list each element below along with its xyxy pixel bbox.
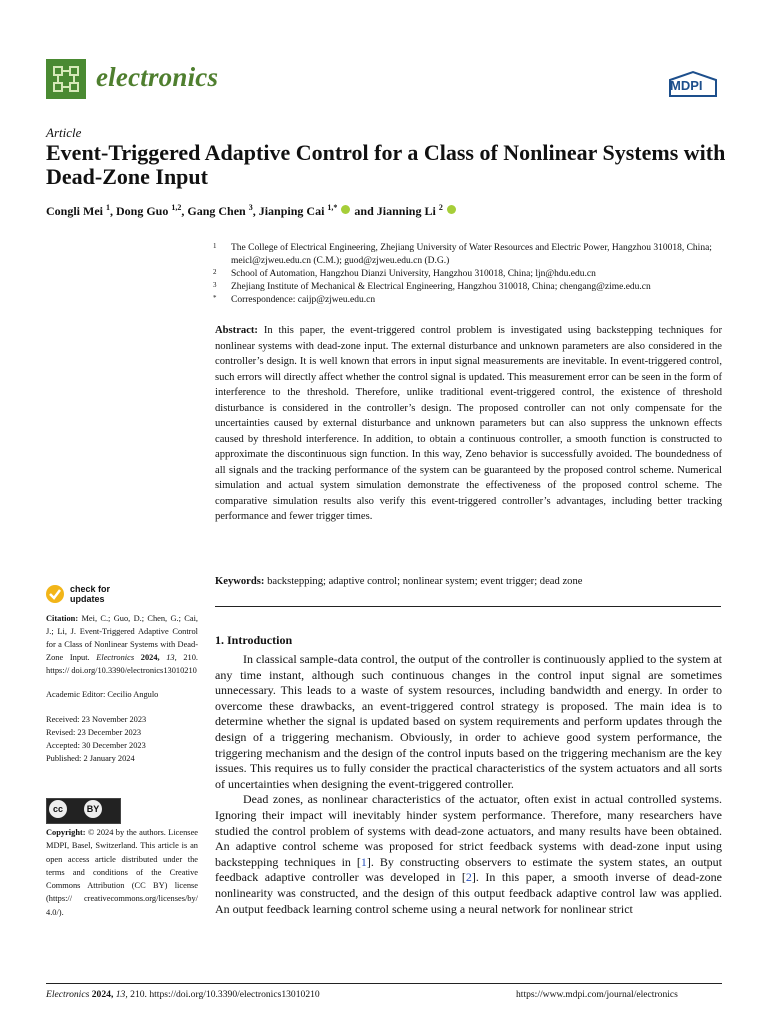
- received-date: Received: 23 November 2023: [46, 714, 147, 724]
- author-name: Jianning Li: [376, 204, 436, 218]
- abstract-text: In this paper, the event-triggered control problem is investigated using backstepping techniques for nonlinear systems with dead-zone input. The external disturbance and unknown parameters are also considered in the controller’s design. It is well known that errors in input signal measurements are inevitable. In event-triggered control, such errors will directly affect whether the control signal is updated. This measurement error can be seen in the form of interference to the threshold. Therefore, unlike traditional event-triggered control, the existence of threshold disturbance is considered in the controller’s design. The proposed controller can not only compensate for the uncertainties caused by external disturbance and unknown parameters but can also suppress the unknown effects caused by threshold interference. In addition, to obtain a continuous controller, a smooth function is constructed to approximate the discontinuous sign function. In this way, Zeno behavior is successfully avoided. The boundedness of all signals and the tracking performance of the system can be guaranteed by the proposed control scheme. Numerical simulation and actual system simulation demonstrate the effectiveness of the proposed control scheme. The comparative simulation results also verify this event-triggered controller’s advantages, including better tracking performance and fewer trigger times.: [215, 325, 722, 522]
- author-name: Gang Chen: [187, 204, 246, 218]
- keywords-label: Keywords:: [215, 576, 265, 587]
- author-name: Jianping Cai: [258, 204, 325, 218]
- copyright-label: Copyright:: [46, 828, 86, 837]
- footer-year: 2024,: [91, 989, 114, 1000]
- paragraph: [215, 792, 722, 917]
- citation-link[interactable]: 1: [360, 854, 367, 869]
- citation-journal: Electronics: [96, 653, 135, 663]
- keywords: [215, 574, 722, 589]
- orcid-icon[interactable]: [341, 205, 350, 214]
- introduction-body: [215, 652, 722, 917]
- affiliation-mark: 1: [213, 242, 217, 250]
- author-name: Dong Guo: [116, 204, 169, 218]
- citation-label: Citation:: [46, 614, 79, 623]
- affiliations: [213, 242, 733, 307]
- affiliation-mark: 3: [213, 281, 217, 289]
- copyright-notice: [46, 826, 198, 919]
- accepted-date: Accepted: 30 December 2023: [46, 740, 146, 750]
- author-affiliation-mark: 1,*: [327, 203, 338, 212]
- affiliation-text: School of Automation, Hangzhou Dianzi University, Hangzhou 310018, China; ljn@hdu.edu.cn: [231, 269, 596, 279]
- citation: [46, 612, 198, 677]
- article-info-sidebar: [46, 612, 198, 776]
- affiliation-item: [213, 281, 733, 294]
- revised-date: Revised: 23 December 2023: [46, 727, 142, 737]
- author-affiliation-mark: 2: [438, 203, 443, 212]
- affiliation-text: The College of Electrical Engineering, Zhejiang University of Water Resources and Electric Power, Hangzhou 310018, China; meicl@zjweu.edu.cn (C.M.); guod@zjweu.edu.cn (D.G.): [231, 243, 712, 266]
- footer-volume: 13,: [115, 989, 128, 1000]
- footer-doi-link[interactable]: 210. https://doi.org/10.3390/electronics13010210: [130, 989, 320, 1000]
- article-title: Event-Triggered Adaptive Control for a Class of Nonlinear Systems with Dead-Zone Input: [46, 140, 726, 189]
- abstract-label: Abstract:: [215, 325, 258, 336]
- citation-link[interactable]: 2: [465, 870, 472, 885]
- attribution-icon: BY: [84, 800, 102, 818]
- paragraph-text: ]. In this paper, a smooth inverse of dead-zone nonlinearity was constructed, and the design of this output feedback adaptive control law was applied. An output feedback learning control scheme using a neural network for nonlinear strict: [215, 870, 722, 916]
- paragraph-text: ]. By constructing observers to estimate the system states, an output feedback adaptive controller was developed in [: [215, 854, 722, 885]
- journal-name[interactable]: electronics: [96, 62, 219, 92]
- author-affiliation-mark: 1,2: [171, 203, 182, 212]
- academic-editor: Academic Editor: Cecilio Angulo: [46, 690, 159, 700]
- divider: [215, 606, 721, 607]
- creative-commons-icon: cc: [49, 800, 67, 818]
- author-affiliation-mark: 3: [248, 203, 253, 212]
- author-name: Congli Mei: [46, 204, 103, 218]
- author-list: Congli Mei $^1$, Dong Guo $^{1,2}$, Gang Chen $^3$, Jianping Cai $^{1,*}$ and Jianning Li $^2$: [46, 203, 457, 219]
- affiliation-item: [213, 294, 733, 307]
- article-type: Article: [46, 125, 82, 140]
- affiliation-item: [213, 242, 733, 268]
- citation-doi-link[interactable]: 210. https:// doi.org/10.3390/electronics13010210: [46, 653, 198, 676]
- paragraph-text: Dead zones, as nonlinear characteristics of the actuator, often exist in actual controlled systems. Ignoring their impact will inevitably hinder system performance. Therefore, many researchers have studied the control problem of systems with dead-zone actuators, and many results have been obtained. An adaptive control scheme was proposed for strict feedback systems with dead-zone input using backstepping techniques in [: [215, 792, 722, 869]
- affiliation-item: [213, 268, 733, 281]
- citation-text: Mei, C.; Guo, D.; Chen, G.; Cai, J.; Li, J. Event-Triggered Adaptive Control for a Class of Nonlinear Systems with Dead-Zone Input.: [46, 614, 199, 663]
- section-heading: 1. Introduction: [215, 633, 293, 647]
- check-for-updates-icon[interactable]: [46, 585, 64, 603]
- citation-volume: 13,: [166, 653, 177, 663]
- publisher-name: MDPI: [670, 78, 703, 93]
- journal-logo-icon: [46, 59, 86, 99]
- abstract: [215, 323, 722, 525]
- author-affiliation-mark: 1: [106, 203, 110, 212]
- affiliation-mark: 2: [213, 268, 217, 276]
- footer-journal: Electronics: [46, 989, 90, 1000]
- citation-year: 2024,: [140, 653, 160, 663]
- published-date: Published: 2 January 2024: [46, 753, 135, 763]
- affiliation-text: Correspondence: caijp@zjweu.edu.cn: [231, 295, 376, 305]
- copyright-text: © 2024 by the authors. Licensee MDPI, Basel, Switzerland. This article is an open access article distributed under the terms and conditions of the Creative Commons Attribution (CC BY) license (https:// creativecommons.org/licenses/by/ 4.0/).: [46, 828, 198, 917]
- check-for-updates-button[interactable]: check for updates: [70, 584, 111, 604]
- keywords-text: backstepping; adaptive control; nonlinear system; event trigger; dead zone: [267, 576, 583, 587]
- footer-journal-url[interactable]: https://www.mdpi.com/journal/electronics: [516, 989, 678, 1000]
- footer-citation: [46, 989, 320, 1000]
- affiliation-text: Zhejiang Institute of Mechanical & Electrical Engineering, Hangzhou 310018, China; chengang@zime.edu.cn: [231, 282, 651, 292]
- affiliation-mark: *: [213, 294, 217, 302]
- orcid-icon[interactable]: [447, 205, 456, 214]
- paragraph: In classical sample-data control, the output of the controller is continuously applied to the system at any time instant, although such continuous changes in the control input signal are sometimes unnecessary. This leads to a waste of system resources, including bandwidth and energy. In order to overcome these drawbacks, an event-triggered control strategy is proposed. The main idea is to determine whether the signal is updated based on system requirements and perform updates through the design of a triggering mechanism. Obviously, in order to achieve good system performance, the triggering mechanism and the design of the control inputs based on the triggering mechanism are the key issues. This requires us to fully consider the practical characteristics of the system actuators and all sorts of uncertainties when designing the event-triggered controller.: [215, 652, 722, 791]
- footer-divider: [46, 983, 722, 984]
